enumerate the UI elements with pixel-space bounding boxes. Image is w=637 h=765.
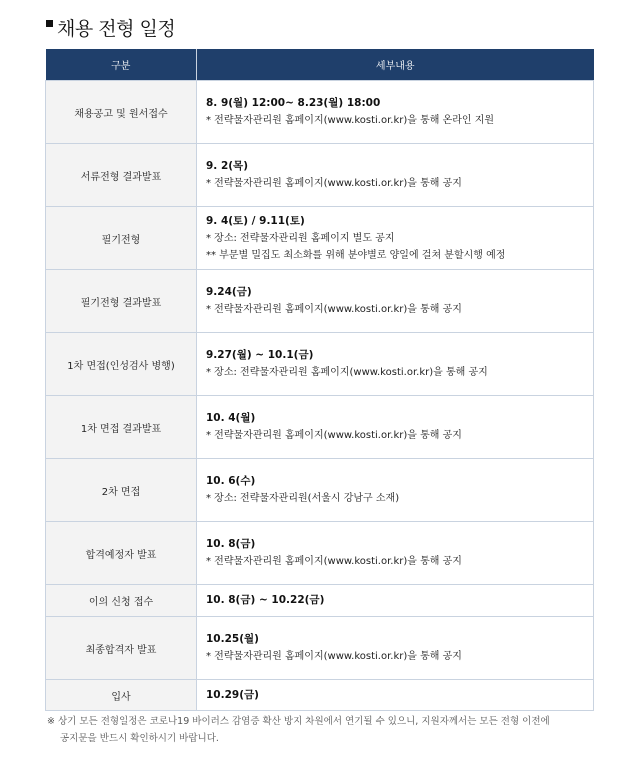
- row-detail: [197, 207, 594, 270]
- table-row: [46, 144, 594, 207]
- row-note: * 장소: 전략물자관리원 홈페이지(www.kosti.or.kr)을 통해 공지: [206, 367, 488, 378]
- row-detail: [197, 333, 594, 396]
- row-category: 1차 면접(인성검사 병행): [46, 333, 197, 396]
- row-note: * 전략물자관리원 홈페이지(www.kosti.or.kr)을 통해 공지: [206, 304, 462, 315]
- row-note: * 전략물자관리원 홈페이지(www.kosti.or.kr)을 통해 공지: [206, 178, 462, 189]
- row-date: 10. 8(금) ~ 10.22(금): [206, 594, 325, 606]
- row-category: 서류전형 결과발표: [46, 144, 197, 207]
- table-row: [46, 585, 594, 617]
- row-date: 9.24(금): [206, 286, 252, 298]
- row-category: 최종합격자 발표: [46, 617, 197, 680]
- table-row: [46, 522, 594, 585]
- row-date: 10.25(월): [206, 633, 259, 645]
- header-detail: 세부내용: [197, 49, 594, 81]
- bullet-square-icon: [46, 20, 53, 27]
- footnote-line-1: ※ 상기 모든 전형일정은 코로나19 바이러스 감염증 확산 방지 차원에서 연기될 수 있으니, 지원자께서는 모든 전형 이전에: [47, 716, 550, 727]
- row-date: 9.27(월) ~ 10.1(금): [206, 349, 314, 361]
- row-date: 8. 9(월) 12:00~ 8.23(월) 18:00: [206, 97, 381, 109]
- row-date: 10.29(금): [206, 688, 259, 701]
- row-category: 2차 면접: [46, 459, 197, 522]
- row-detail: [197, 144, 594, 207]
- row-category: 필기전형: [46, 207, 197, 270]
- row-category: 합격예정자 발표: [46, 522, 197, 585]
- row-note: * 전략물자관리원 홈페이지(www.kosti.or.kr)을 통해 공지: [206, 430, 462, 441]
- row-date: 10. 8(금): [206, 538, 256, 550]
- row-note: * 장소: 전략물자관리원 홈페이지 별도 공지: [206, 232, 395, 244]
- row-note: ** 부문별 밀집도 최소화를 위해 분야별로 양일에 걸쳐 분할시행 예정: [206, 249, 506, 261]
- table-row: [46, 270, 594, 333]
- row-category: 이의 신청 접수: [46, 585, 197, 617]
- row-detail: [197, 585, 594, 617]
- row-date: 10. 6(수): [206, 475, 256, 487]
- table-row: [46, 207, 594, 270]
- footnote: [47, 713, 607, 747]
- row-detail: [197, 617, 594, 680]
- row-note: * 전략물자관리원 홈페이지(www.kosti.or.kr)을 통해 공지: [206, 556, 462, 567]
- row-detail: [197, 270, 594, 333]
- row-date: 9. 2(목): [206, 160, 248, 172]
- row-category: 1차 면접 결과발표: [46, 396, 197, 459]
- row-detail: [197, 396, 594, 459]
- row-note: * 전략물자관리원 홈페이지(www.kosti.or.kr)을 통해 온라인 지원: [206, 115, 495, 126]
- table-header-row: [46, 49, 594, 81]
- footnote-line-2: 공지문을 반드시 확인하시기 바랍니다.: [60, 733, 219, 744]
- table-row: [46, 459, 594, 522]
- page-title: 채용 전형 일정: [57, 18, 176, 40]
- row-note: * 전략물자관리원 홈페이지(www.kosti.or.kr)을 통해 공지: [206, 651, 462, 662]
- row-detail: [197, 81, 594, 144]
- row-note: * 장소: 전략물자관리원(서울시 강남구 소재): [206, 493, 400, 504]
- row-category: 입사: [46, 680, 197, 711]
- table-row: [46, 396, 594, 459]
- row-date: 9. 4(토) / 9.11(토): [206, 214, 305, 227]
- row-detail: [197, 522, 594, 585]
- section-title: [46, 14, 175, 41]
- table-row: [46, 680, 594, 711]
- schedule-table: [45, 49, 594, 711]
- table-row: [46, 617, 594, 680]
- table-row: [46, 333, 594, 396]
- row-detail: [197, 680, 594, 711]
- table-row: [46, 81, 594, 144]
- row-category: 채용공고 및 원서접수: [46, 81, 197, 144]
- header-category: 구분: [46, 49, 197, 81]
- row-category: 필기전형 결과발표: [46, 270, 197, 333]
- row-detail: [197, 459, 594, 522]
- row-date: 10. 4(월): [206, 412, 256, 424]
